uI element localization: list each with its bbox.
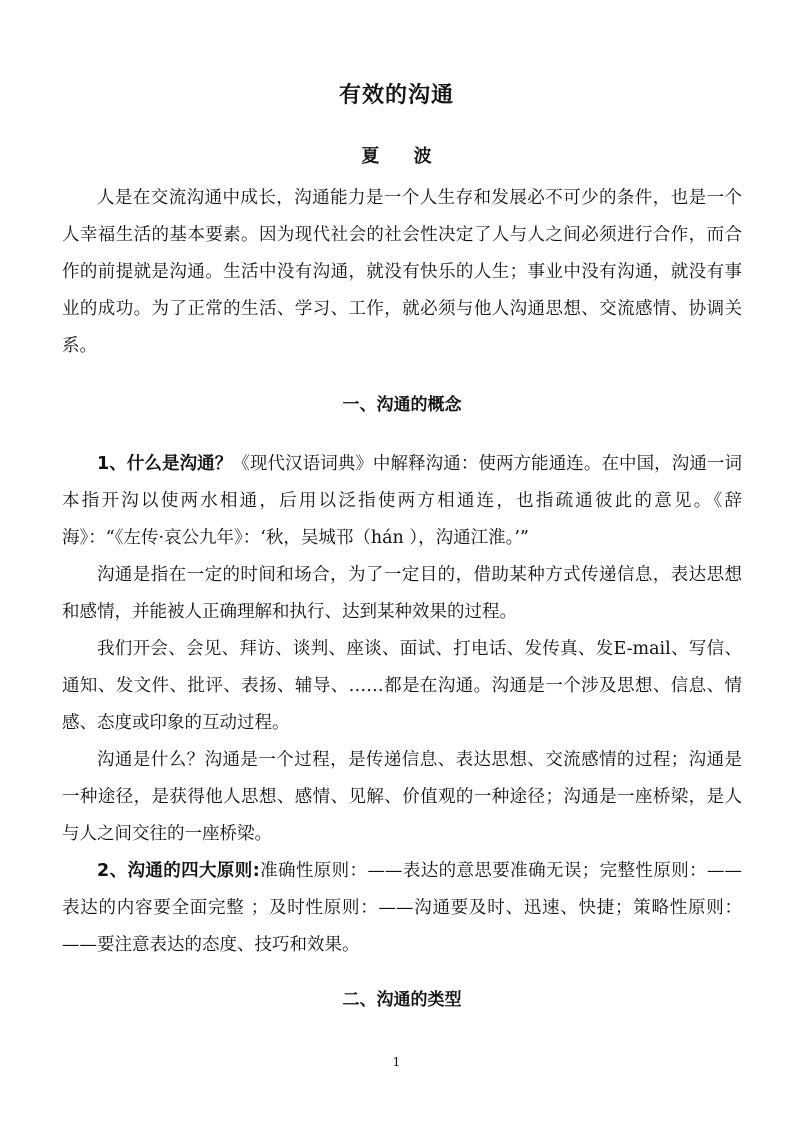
paragraph-lead-what-is: 1、什么是沟通？ xyxy=(97,454,233,474)
paragraph-what-is-2: 沟通是什么？沟通是一个过程，是传递信息、表达思想、交流感情的过程；沟通是一种途径，是获得他人思想、感情、见解、价值观的一种途径；沟通是一座桥梁，是人与人之间交往的一座桥梁。 xyxy=(62,750,742,844)
document-title: 有效的沟通 xyxy=(338,83,454,108)
paragraph-text-what-is: 《现代汉语词典》中解释沟通：使两方能通连。在中国，沟通一词本指开沟以使两水相通，后用以泛指使两方相通连，也指疏通彼此的意见。《辞海》：“《左传·哀公九年》：‘秋，吴城邗（hán ），沟通江淮。’” xyxy=(62,454,742,548)
section-heading-concept: 一、沟通的概念 xyxy=(342,395,462,415)
paragraph-definition: 沟通是指在一定的时间和场合，为了一定目的，借助某种方式传递信息，表达思想和感情，并能被人正确理解和执行、达到某种效果的过程。 xyxy=(62,565,742,622)
document-body xyxy=(62,180,742,1019)
section-heading-types: 二、沟通的类型 xyxy=(342,990,462,1010)
paragraph-what-is-communication xyxy=(62,446,742,557)
paragraph-text-principles: 准确性原则：——表达的意思要准确无误；完整性原则：——表达的内容要全面完整 ；及时性原则：——沟通要及时、迅速、快捷；策略性原则：——要注意表达的态度、技巧和效果。 xyxy=(62,861,742,955)
paragraph-principles xyxy=(62,853,742,964)
paragraph-lead-principles: 2、沟通的四大原则: xyxy=(97,861,260,881)
intro-paragraph: 人是在交流沟通中成长，沟通能力是一个人生存和发展必不可少的条件，也是一个人幸福生活的基本要素。因为现代社会的社会性决定了人与人之间必须进行合作，而合作的前提就是沟通。生活中没有沟通，就没有快乐的人生；事业中没有沟通，就没有事业的成功。为了正常的生活、学习、工作，就必须与他人沟通思想、交流感情、协调关系。 xyxy=(62,188,742,356)
page-number: 1 xyxy=(392,1055,401,1069)
author-name: 夏 波 xyxy=(361,146,446,167)
paragraph-examples: 我们开会、会见、拜访、谈判、座谈、面试、打电话、发传真、发E-mail、写信、通知、发文件、批评、表扬、辅导、……都是在沟通。沟通是一个涉及思想、信息、情感、态度或印象的互动过程。 xyxy=(62,639,742,733)
